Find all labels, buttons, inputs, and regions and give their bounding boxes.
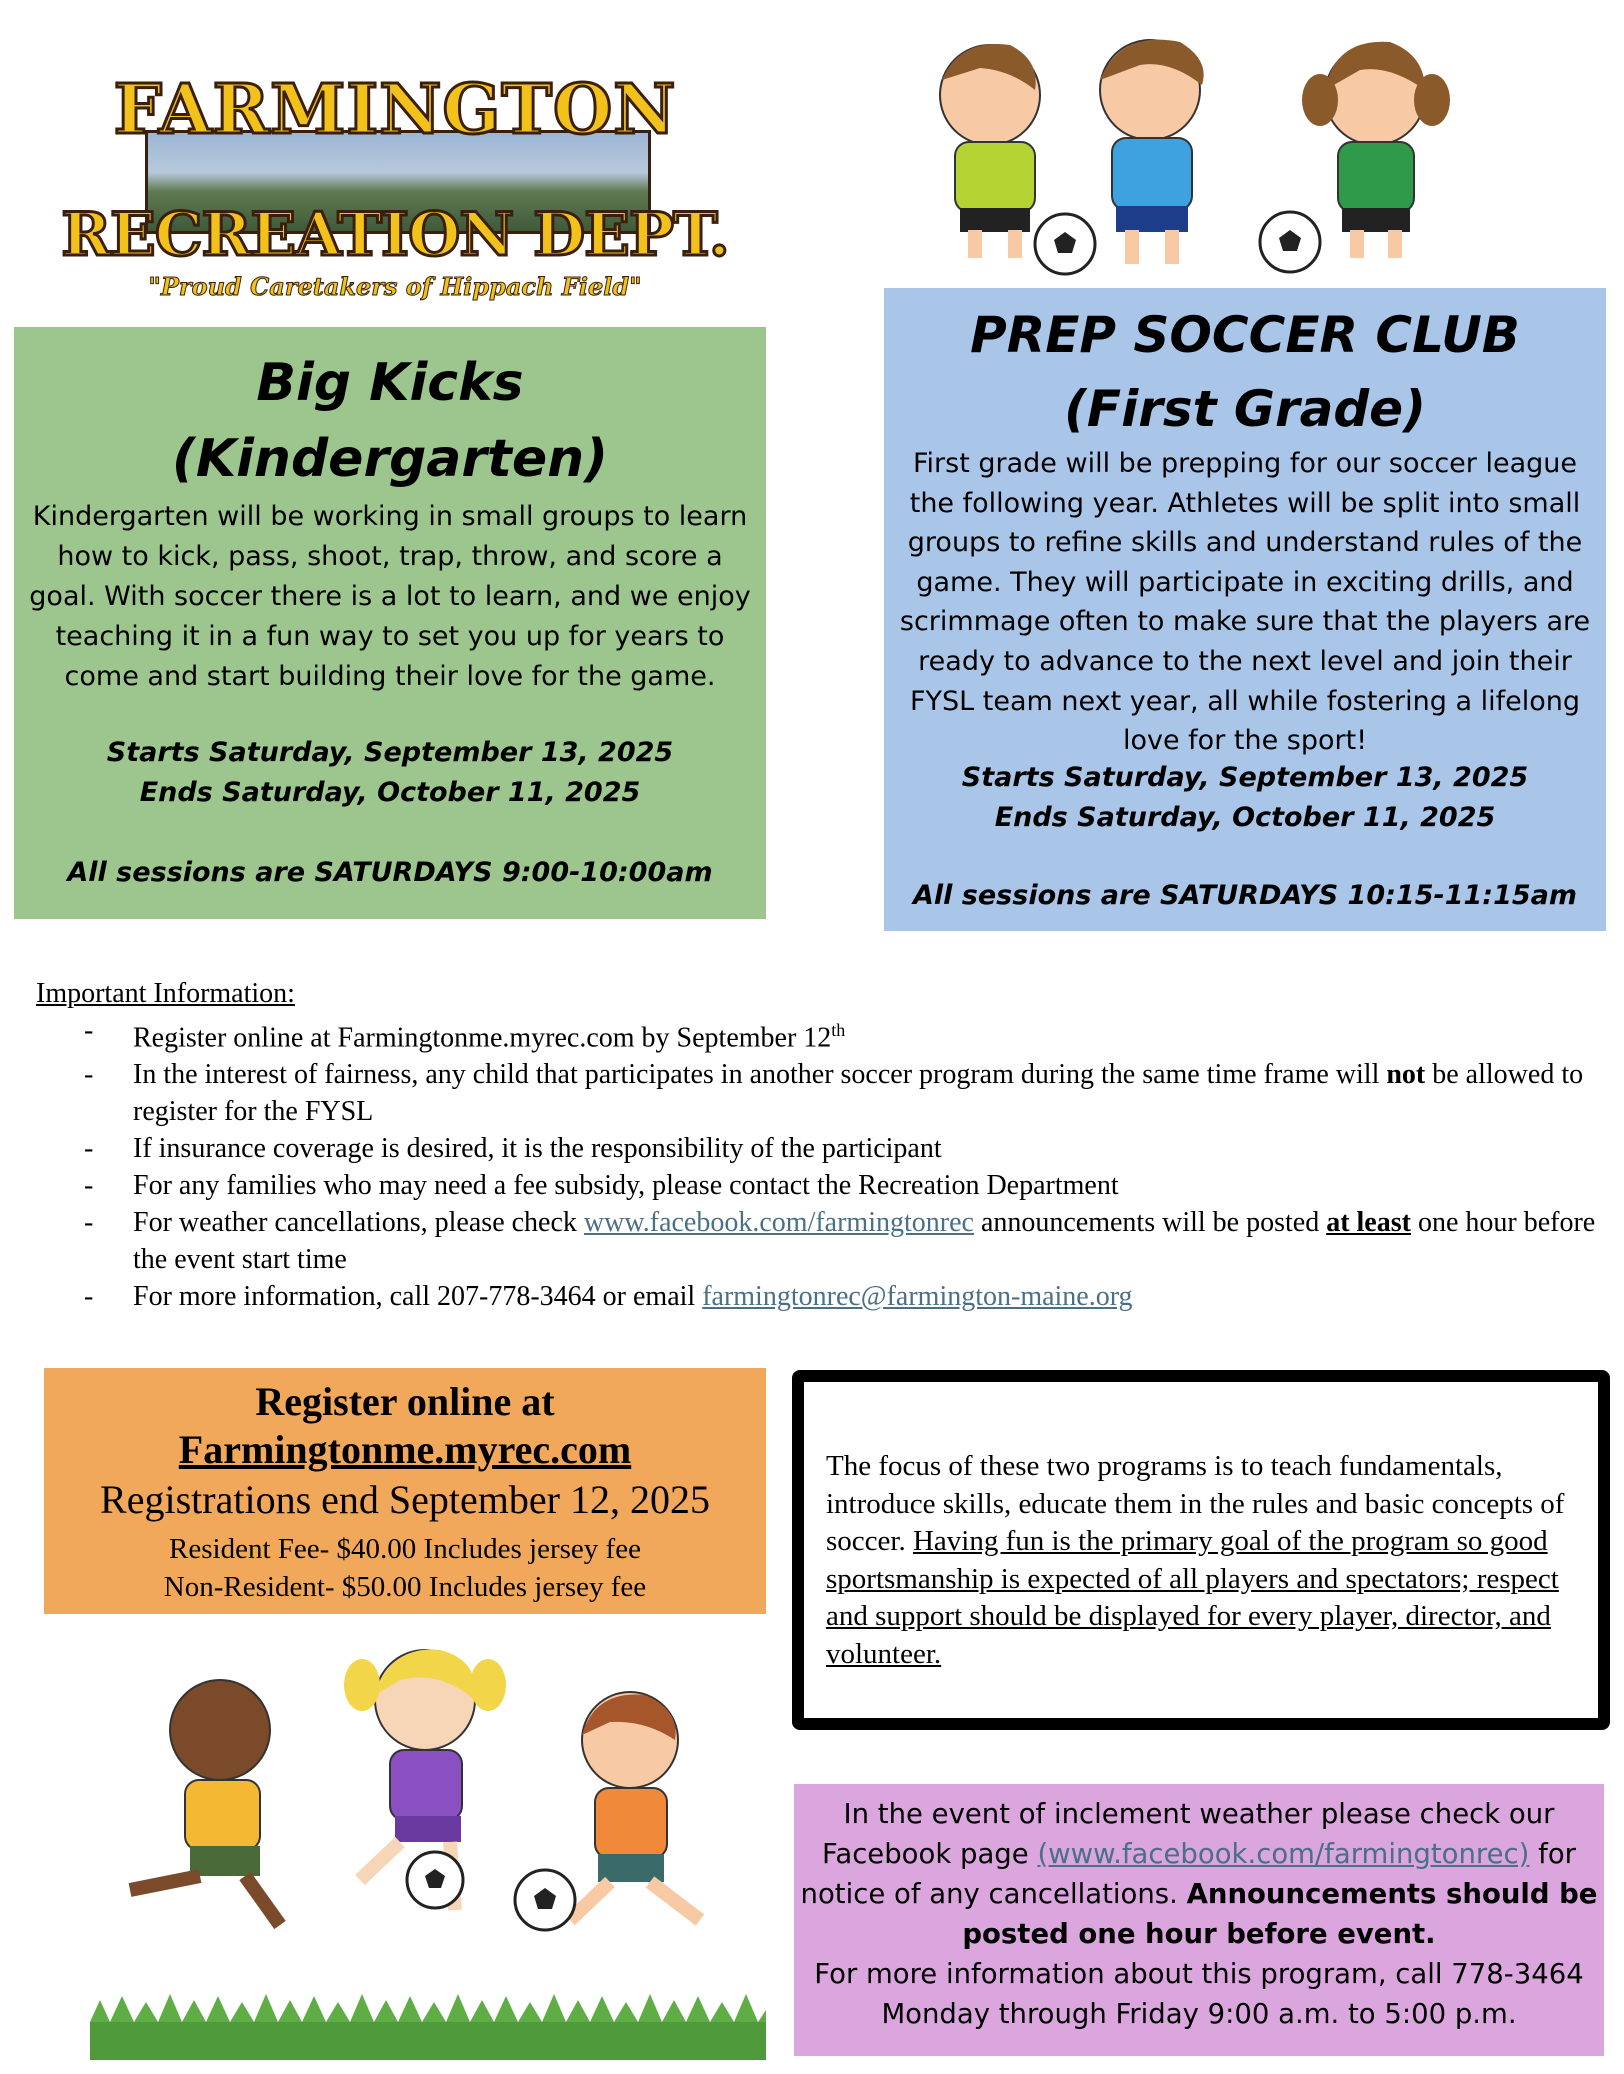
important-information (36, 975, 1596, 1315)
non-resident-fee: Non-Resident- $50.00 Includes jersey fee (163, 1571, 647, 1603)
rec-dept-logo (55, 70, 735, 310)
weather-phone-text: For more information about this program, call 778-3464 (814, 1958, 1584, 1990)
info-text: For weather cancellations, please check (133, 1207, 584, 1239)
big-kicks-description: Kindergarten will be working in small groups to learn how to kick, pass, shoot, trap, throw, and score a goal. With soccer there is a lot to learn, and we enjoy teaching it in a fun way to set you up for years to come and start building their love for the game. (29, 501, 751, 692)
list-item (36, 1167, 1596, 1204)
prep-soccer-start-date: Starts Saturday, September 13, 2025 (961, 762, 1529, 793)
prep-soccer-title (884, 298, 1606, 446)
info-text: In the interest of fairness, any child that participates in another soccer program during the same time frame will (133, 1059, 1387, 1091)
prep-soccer-title-line2: (First Grade) (1064, 380, 1426, 438)
big-kicks-title (14, 345, 766, 497)
weather-hours-text: Monday through Friday 9:00 a.m. to 5:00 p.m. (881, 1998, 1517, 2030)
info-superscript: th (831, 1020, 846, 1040)
soccer-ball-icon (407, 1852, 463, 1908)
logo-bottom-text: RECREATION DEPT. (61, 200, 729, 270)
weather-notice-box (794, 1784, 1604, 2056)
weather-bold-text: Announcements should be posted one hour before event. (962, 1878, 1598, 1950)
logo-top-text: FARMINGTON (113, 70, 677, 150)
prep-soccer-sessions: All sessions are SATURDAYS 10:15-11:15am (912, 880, 1578, 911)
focus-underlined-text: Having fun is the primary goal of the program so good sportsmanship is expected of all players and spectators; respect and support should be displayed for every player, director, and volunteer. (826, 1525, 1559, 1670)
focus-plain-text: The focus of these two programs is to teach fundamentals, introduce skills, educate them in the rules and basic concepts of soccer. (826, 1450, 1565, 1557)
prep-soccer-end-date: Ends Saturday, October 11, 2025 (994, 802, 1496, 833)
kids-soccer-illustration-bottom (90, 1640, 766, 2060)
kid-blue-shirt (1100, 40, 1204, 264)
soccer-ball-icon (1260, 212, 1320, 272)
kid-yellow-shirt (130, 1680, 280, 1925)
soccer-ball-icon (1035, 214, 1095, 274)
info-heading: Important Information: (36, 978, 295, 1009)
big-kicks-dates (14, 733, 766, 813)
list-item (36, 1278, 1596, 1315)
prep-soccer-dates (884, 758, 1606, 838)
weather-text: In the event of inclement weather please check our Facebook page (822, 1798, 1555, 1870)
info-text: be allowed to register for the FYSL (133, 1059, 1584, 1128)
program-focus-box (792, 1370, 1610, 1730)
info-text: If insurance coverage is desired, it is the responsibility of the participant (133, 1133, 942, 1165)
info-text: For any families who may need a fee subsidy, please contact the Recreation Department (133, 1170, 1119, 1202)
logo-tagline: "Proud Caretakers of Hippach Field" (148, 272, 642, 301)
info-bold-text: not (1386, 1059, 1426, 1091)
big-kicks-box (14, 327, 766, 919)
register-site-link[interactable]: Farmingtonme.myrec.com (178, 1427, 632, 1472)
email-link[interactable]: farmingtonrec@farmington-maine.org (702, 1281, 1133, 1313)
facebook-link[interactable]: www.facebook.com/farmingtonrec (583, 1207, 974, 1239)
big-kicks-title-line1: Big Kicks (256, 353, 524, 413)
big-kicks-end-date: Ends Saturday, October 11, 2025 (139, 777, 641, 808)
resident-fee: Resident Fee- $40.00 Includes jersey fee (169, 1533, 641, 1565)
list-item (36, 1012, 1596, 1056)
info-text: For more information, call 207-778-3464 or email (133, 1281, 703, 1313)
register-box (44, 1368, 766, 1614)
big-kicks-title-line2: (Kindergarten) (172, 429, 608, 489)
program-focus-text (826, 1448, 1586, 1673)
big-kicks-sessions: All sessions are SATURDAYS 9:00-10:00am (67, 857, 713, 888)
soccer-ball-icon (515, 1870, 575, 1930)
registration-deadline: Registrations end September 12, 2025 (100, 1477, 710, 1522)
list-item (36, 1056, 1596, 1130)
big-kicks-start-date: Starts Saturday, September 13, 2025 (106, 737, 674, 768)
prep-soccer-title-line1: PREP SOCCER CLUB (970, 306, 1520, 364)
kid-orange-shirt (570, 1692, 700, 1920)
info-list (36, 1012, 1596, 1315)
prep-soccer-box (884, 288, 1606, 931)
list-item (36, 1130, 1596, 1167)
info-text: Register online at Farmingtonme.myrec.com by September 12 (133, 1022, 832, 1054)
kid-green-shirt (940, 44, 1040, 258)
info-text: one hour before the event start time (133, 1207, 1596, 1276)
grass-strip (90, 1994, 766, 2060)
prep-soccer-description: First grade will be prepping for our soccer league the following year. Athletes will be split into small groups to refine skills and understand rules of the game. They will participate in exciting drills, and scrimmage often to make sure that the players are ready to advance to the next level and join their FYSL team next year, all while fostering a lifelong love for the sport! (899, 448, 1591, 757)
kids-soccer-illustration-top (920, 20, 1480, 280)
kid-girl-green-shirt (1302, 42, 1450, 258)
weather-notice-text (794, 1794, 1604, 2034)
weather-text: for notice of any cancellations. (800, 1838, 1576, 1910)
list-item (36, 1204, 1596, 1278)
register-heading: Register online at (255, 1379, 555, 1424)
info-bold-text: at least (1326, 1207, 1411, 1239)
info-text: announcements will be posted (973, 1207, 1327, 1239)
facebook-link[interactable]: (www.facebook.com/farmingtonrec) (1037, 1838, 1530, 1870)
